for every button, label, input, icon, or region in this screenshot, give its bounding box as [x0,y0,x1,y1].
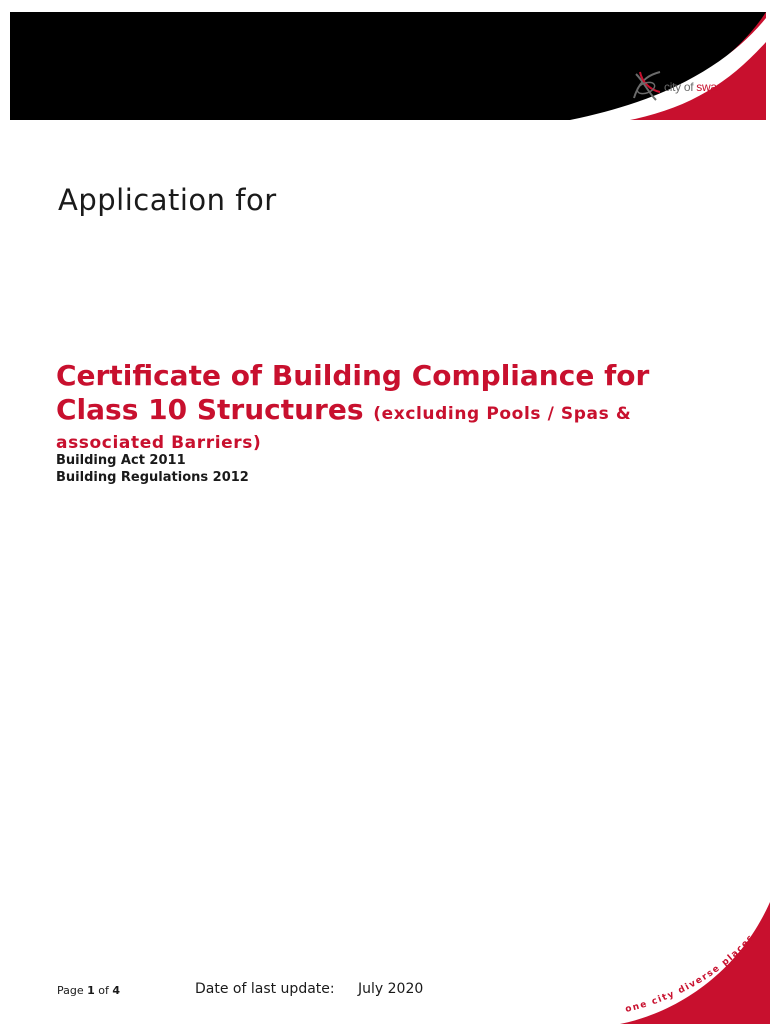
certificate-exclusion: (excluding Pools / Spas & [373,404,632,424]
footer-swoosh [600,900,770,1024]
building-regulations: Building Regulations 2012 [56,470,249,485]
page-label: Page [57,984,84,997]
page-of: of [98,984,109,997]
certificate-title [56,359,736,455]
last-update-label: Date of last update: [195,981,335,997]
logo-text-city: city of [664,80,697,94]
city-of-swan-logo [630,68,752,108]
page-total: 4 [112,984,121,997]
certificate-title-line3: associated Barriers) [56,433,262,453]
footer-tagline-text: one city diverse places [624,932,757,1015]
page-title: Application for [58,183,277,217]
logo-wordmark [664,80,723,94]
certificate-class: Class 10 Structures [56,393,364,426]
last-update-date: July 2020 [358,981,424,997]
legislation-list [56,452,249,486]
swan-emblem-icon [630,68,664,104]
certificate-title-line1: Certificate of Building Compliance for [56,359,650,392]
certificate-title-line2 [56,393,736,431]
building-act: Building Act 2011 [56,453,186,468]
page-current: 1 [87,984,95,997]
page-number [57,984,120,997]
logo-text-swan: swan [696,80,724,94]
